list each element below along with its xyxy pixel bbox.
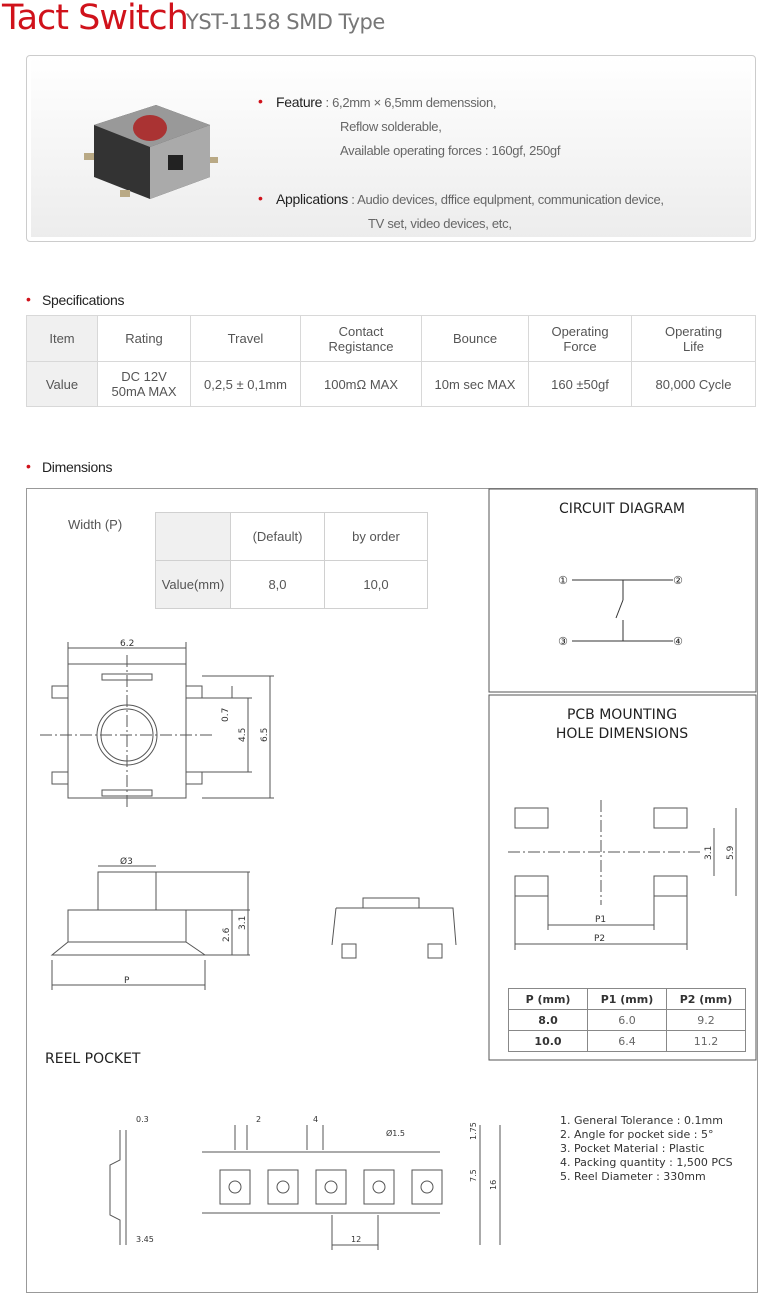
- svg-text:7.5: 7.5: [469, 1169, 478, 1182]
- table-row: 10.0 6.4 11.2: [509, 1031, 746, 1052]
- bullet-icon: •: [26, 291, 31, 307]
- circuit-diagram: [572, 580, 673, 641]
- svg-text:P: P: [124, 976, 130, 986]
- pcb-title-1: PCB MOUNTING: [566, 707, 678, 723]
- pcb-title-2: HOLE DIMENSIONS: [555, 726, 689, 742]
- svg-text:0.3: 0.3: [136, 1115, 149, 1124]
- svg-text:3.1: 3.1: [238, 915, 248, 930]
- feature-line-3: Available operating forces : 160gf, 250gf: [340, 143, 561, 158]
- svg-text:1.75: 1.75: [469, 1122, 478, 1140]
- value-cell: 10m sec MAX: [422, 362, 529, 407]
- bullet-icon: •: [258, 93, 263, 109]
- value-cell: 0,2,5 ± 0,1mm: [191, 362, 301, 407]
- note-item: 3. Pocket Material : Plastic: [560, 1142, 705, 1155]
- applications-line-1: Applications : Audio devices, dffice equlpment, communication device,: [276, 191, 664, 207]
- reel-notes: [560, 1114, 733, 1184]
- row-label: Value(mm): [156, 561, 231, 609]
- page-subtitle: YST-1158 SMD Type: [186, 10, 385, 34]
- value-cell: DC 12V 50mA MAX: [98, 362, 191, 407]
- header-cell: Bounce: [422, 316, 529, 362]
- dimensions-heading: Dimensions: [42, 459, 113, 475]
- svg-text:P2: P2: [594, 934, 606, 944]
- note-item: 4. Packing quantity : 1,500 PCS: [560, 1156, 733, 1169]
- svg-text:6.5: 6.5: [260, 727, 270, 742]
- pin-1: ①: [558, 574, 568, 587]
- applications-line-2: TV set, video devices, etc,: [368, 216, 512, 231]
- svg-text:6.2: 6.2: [120, 639, 135, 649]
- page-title: Tact Switch: [2, 0, 188, 38]
- value-cell: 10,0: [325, 561, 428, 609]
- svg-text:Ø1.5: Ø1.5: [386, 1129, 406, 1138]
- pcb-hole-drawing: [508, 800, 736, 950]
- svg-text:4: 4: [313, 1115, 319, 1124]
- svg-text:5.9: 5.9: [726, 845, 736, 860]
- svg-text:16: 16: [489, 1179, 498, 1190]
- value-cell: 80,000 Cycle: [632, 362, 756, 407]
- svg-text:12: 12: [351, 1235, 362, 1244]
- pcb-table: P (mm) P1 (mm) P2 (mm) 8.0 6.0 9.2 10.0 6.4 11.2: [508, 988, 746, 1052]
- pin-3: ③: [558, 635, 568, 648]
- svg-text:P1: P1: [595, 915, 607, 925]
- svg-text:4.5: 4.5: [238, 727, 248, 742]
- header-cell: Contact Registance: [301, 316, 422, 362]
- header-cell: Operating Life: [632, 316, 756, 362]
- header-cell: Rating: [98, 316, 191, 362]
- feature-line-2: Reflow solderable,: [340, 119, 442, 134]
- svg-text:Ø3: Ø3: [120, 857, 133, 867]
- svg-text:0.7: 0.7: [221, 707, 231, 722]
- note-item: 5. Reel Diameter : 330mm: [560, 1170, 706, 1183]
- note-item: 2. Angle for pocket side : 5°: [560, 1128, 714, 1141]
- value-cell: 8,0: [231, 561, 325, 609]
- side-view-drawing: [52, 866, 250, 990]
- circuit-title: CIRCUIT DIAGRAM: [559, 501, 685, 517]
- pin-2: ②: [673, 574, 683, 587]
- feature-line-1: Feature : 6,2mm × 6,5mm demenssion,: [276, 94, 497, 110]
- value-cell: 160 ±50gf: [529, 362, 632, 407]
- reel-pocket-drawing: [110, 1125, 500, 1250]
- svg-text:3.45: 3.45: [136, 1235, 154, 1244]
- header-cell: Item: [27, 316, 98, 362]
- front-view-drawing: [332, 898, 456, 958]
- header-cell: Operating Force: [529, 316, 632, 362]
- note-item: 1. General Tolerance : 0.1mm: [560, 1114, 723, 1127]
- header-cell: (Default): [231, 513, 325, 561]
- reel-title: REEL POCKET: [45, 1051, 141, 1067]
- header-cell: Travel: [191, 316, 301, 362]
- bullet-icon: •: [258, 190, 263, 206]
- top-view-drawing: [40, 642, 274, 810]
- svg-text:2.6: 2.6: [222, 927, 232, 942]
- value-cell: Value: [27, 362, 98, 407]
- specifications-heading: Specifications: [42, 292, 125, 308]
- table-row: 8.0 6.0 9.2: [509, 1010, 746, 1031]
- value-cell: 100mΩ MAX: [301, 362, 422, 407]
- bullet-icon: •: [26, 458, 31, 474]
- svg-text:3.1: 3.1: [704, 845, 714, 860]
- header-cell: by order: [325, 513, 428, 561]
- width-label: Width (P): [68, 517, 123, 532]
- pin-4: ④: [673, 635, 683, 648]
- svg-text:2: 2: [256, 1115, 262, 1124]
